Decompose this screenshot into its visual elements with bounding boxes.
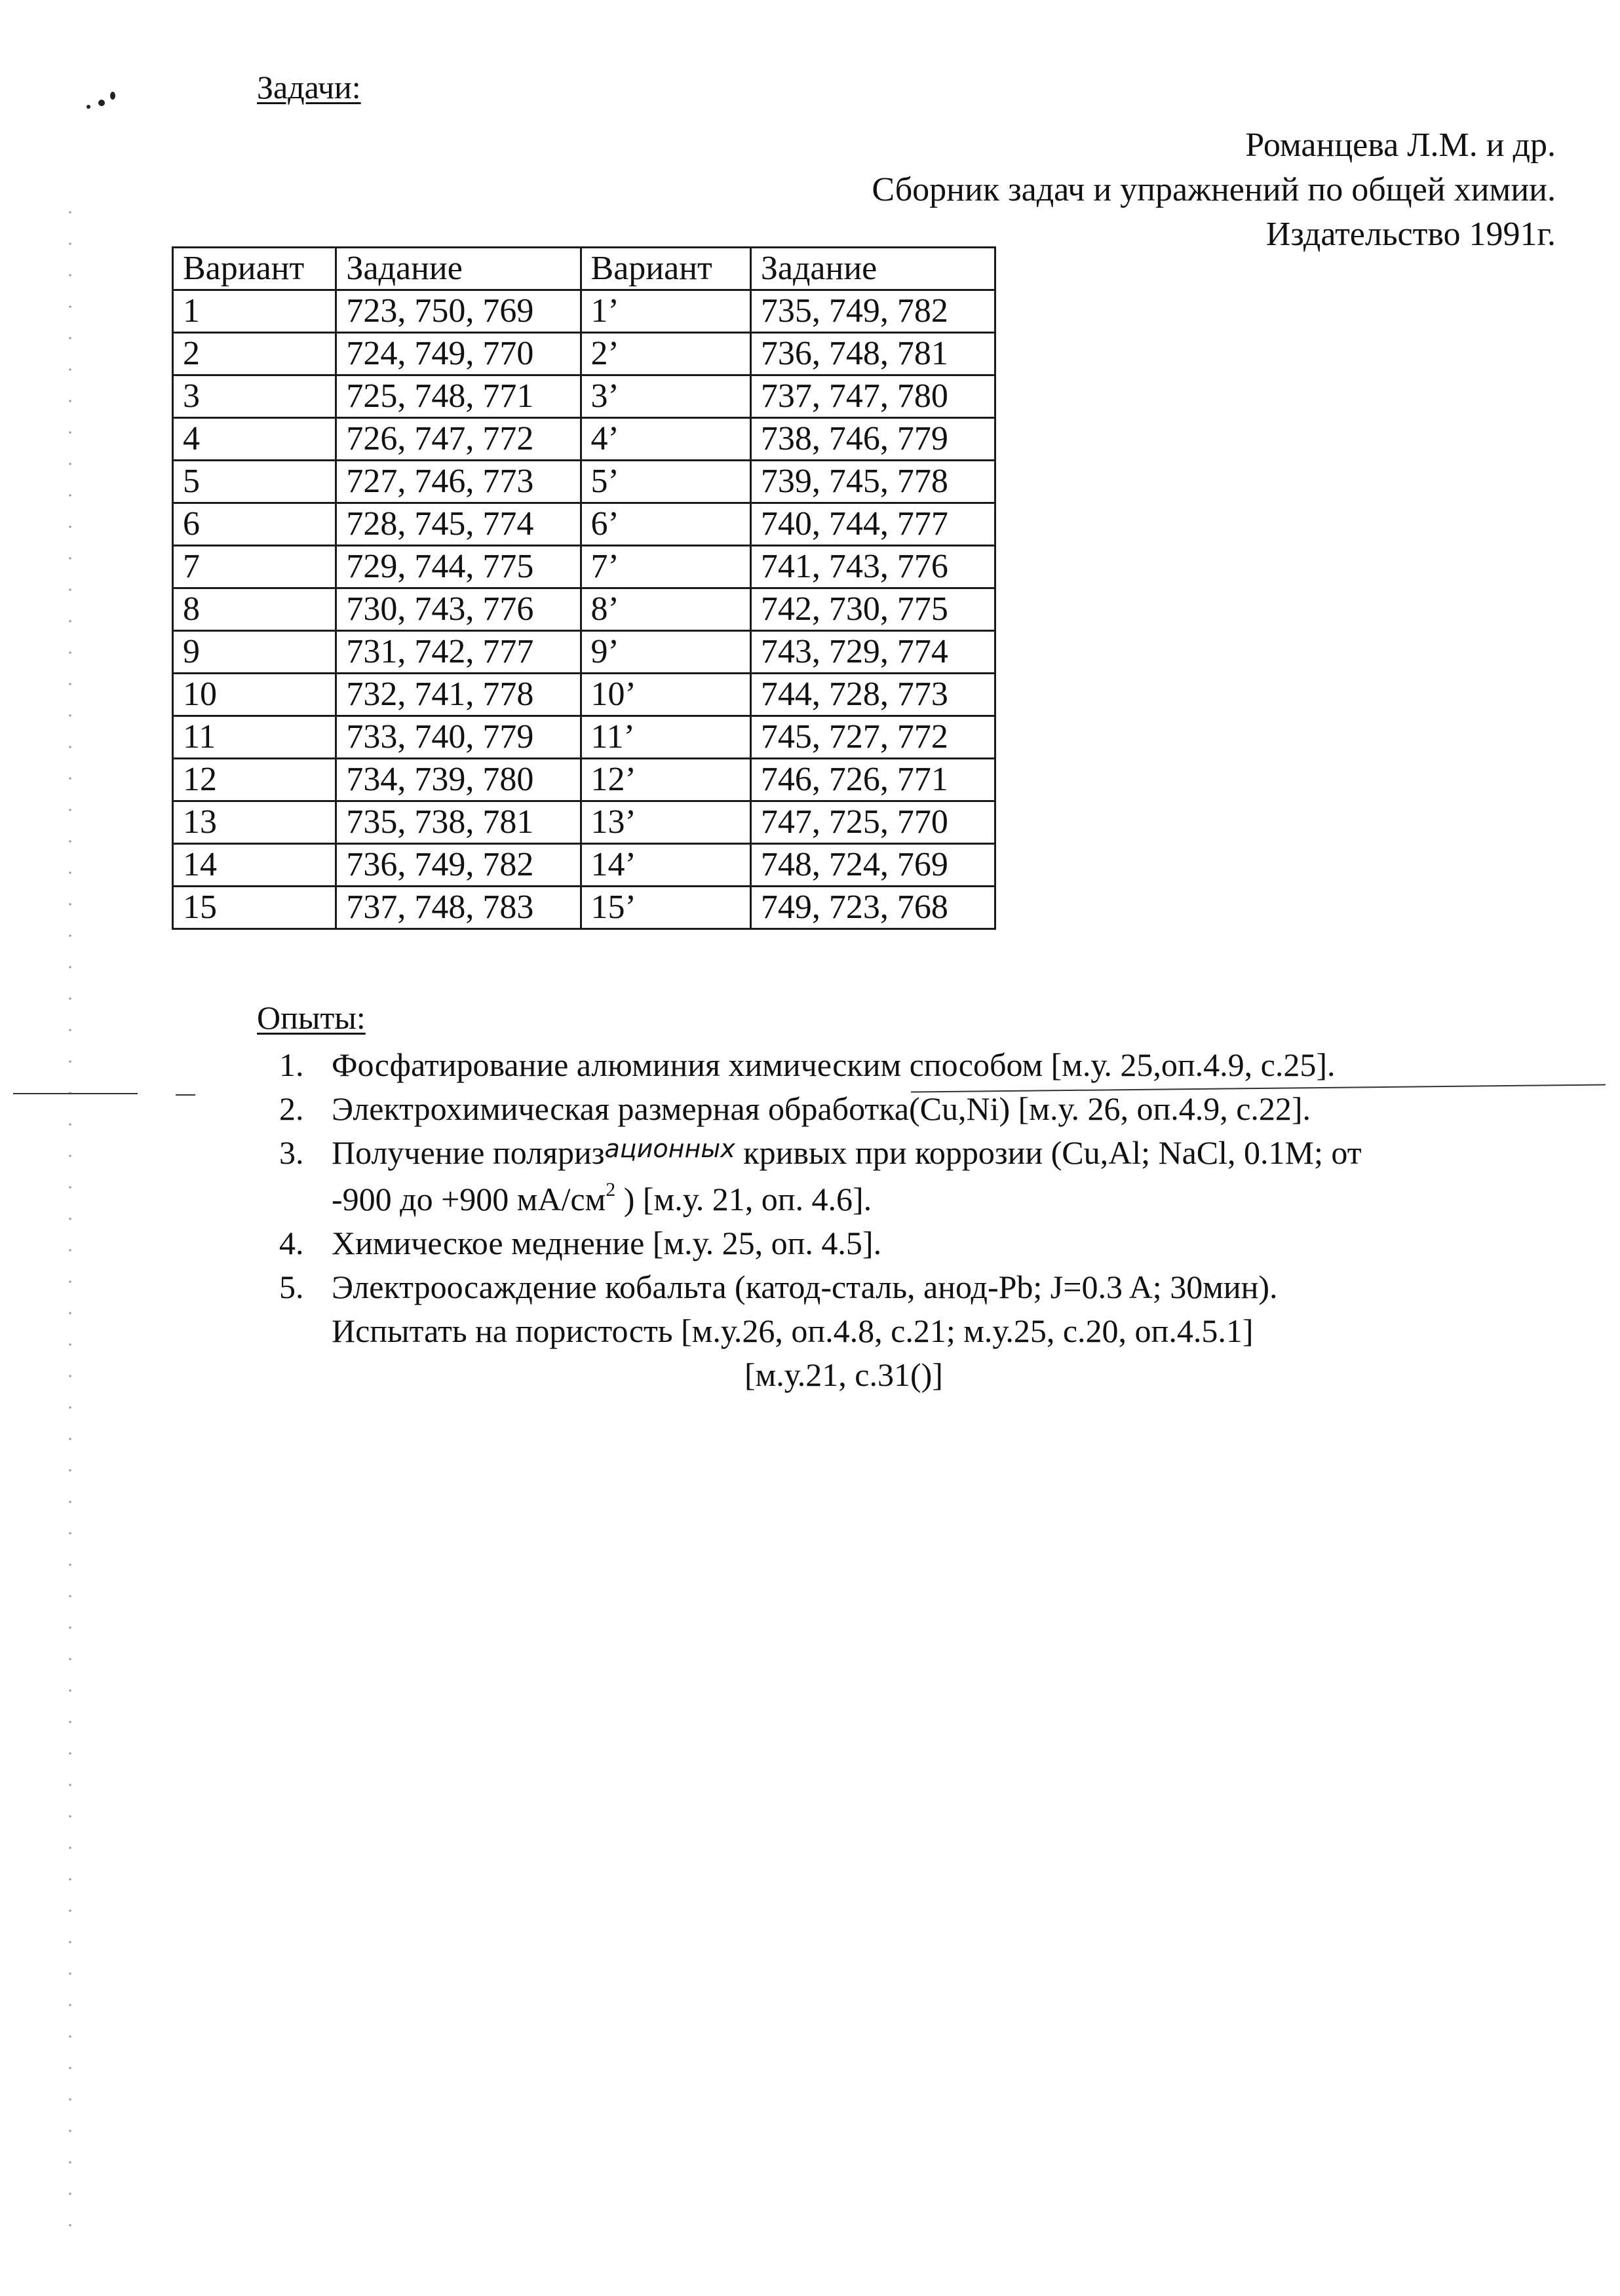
list-item xyxy=(0,1265,1577,1397)
scan-speck xyxy=(110,92,115,100)
list-item xyxy=(0,1043,1577,1087)
assignment-cell: 735, 749, 782 xyxy=(750,290,995,333)
item-number: 5. xyxy=(279,1269,304,1305)
item-text: Химическое меднение [м.у. 25, оп. 4.5]. xyxy=(332,1225,882,1261)
variant-cell: 15’ xyxy=(581,887,750,929)
variant-cell: 5 xyxy=(173,461,336,503)
list-item xyxy=(0,1221,1577,1265)
item-text-line xyxy=(332,1177,1577,1221)
table-row xyxy=(173,801,995,844)
experiments-heading: Опыты: xyxy=(257,999,366,1036)
variant-cell: 9 xyxy=(173,631,336,674)
assignment-cell: 748, 724, 769 xyxy=(750,844,995,887)
assignment-cell: 745, 727, 772 xyxy=(750,716,995,759)
table-row xyxy=(173,290,995,333)
table-row xyxy=(173,588,995,631)
item-text-line: Электроосаждение кобальта (катод-сталь, анод-Pb; J=0.3 A; 30мин). xyxy=(332,1269,1278,1305)
variants-table xyxy=(172,246,996,930)
assignment-cell: 728, 745, 774 xyxy=(336,503,581,546)
variant-cell: 14’ xyxy=(581,844,750,887)
variant-cell: 15 xyxy=(173,887,336,929)
variant-cell: 12 xyxy=(173,759,336,801)
variant-cell: 2’ xyxy=(581,333,750,375)
book-citation xyxy=(872,123,1556,257)
variant-cell: 8’ xyxy=(581,588,750,631)
variant-cell: 1 xyxy=(173,290,336,333)
variant-cell: 11’ xyxy=(581,716,750,759)
tasks-heading: Задачи: xyxy=(257,69,361,105)
variant-cell: 10’ xyxy=(581,674,750,716)
assignment-cell: 743, 729, 774 xyxy=(750,631,995,674)
variant-cell: 5’ xyxy=(581,461,750,503)
assignment-cell: 724, 749, 770 xyxy=(336,333,581,375)
item-text-part: Получение поляриз xyxy=(332,1134,605,1171)
assignment-cell: 744, 728, 773 xyxy=(750,674,995,716)
list-item xyxy=(0,1087,1577,1131)
table-row xyxy=(173,759,995,801)
variant-cell: 7 xyxy=(173,546,336,588)
list-item xyxy=(0,1131,1577,1221)
table-row xyxy=(173,631,995,674)
variant-cell: 6 xyxy=(173,503,336,546)
variant-cell: 4’ xyxy=(581,418,750,461)
item-text: Фосфатирование алюминия химическим способом [м.у. 25,оп.4.9, с.25]. xyxy=(332,1046,1336,1083)
table-row xyxy=(173,418,995,461)
assignment-cell: 741, 743, 776 xyxy=(750,546,995,588)
variant-cell: 2 xyxy=(173,333,336,375)
assignment-cell: 737, 748, 783 xyxy=(336,887,581,929)
assignment-cell: 736, 749, 782 xyxy=(336,844,581,887)
assignment-cell: 740, 744, 777 xyxy=(750,503,995,546)
variant-cell: 11 xyxy=(173,716,336,759)
table-row xyxy=(173,333,995,375)
table-row xyxy=(173,375,995,418)
column-header: Задание xyxy=(750,248,995,290)
item-text-line: Испытать на пористость [м.у.26, оп.4.8, с.21; м.у.25, с.20, оп.4.5.1] xyxy=(332,1312,1254,1349)
variant-cell: 3’ xyxy=(581,375,750,418)
table-row xyxy=(173,674,995,716)
item-text-part: кривых при коррозии (Cu,Al; NaCl, 0.1M; от xyxy=(735,1134,1362,1171)
table-row xyxy=(173,887,995,929)
assignment-cell: 725, 748, 771 xyxy=(336,375,581,418)
assignment-cell: 726, 747, 772 xyxy=(336,418,581,461)
variant-cell: 13’ xyxy=(581,801,750,844)
assignment-cell: 738, 746, 779 xyxy=(750,418,995,461)
table-row xyxy=(173,503,995,546)
variant-cell: 3 xyxy=(173,375,336,418)
variant-cell: 7’ xyxy=(581,546,750,588)
assignment-cell: 749, 723, 768 xyxy=(750,887,995,929)
citation-book-title: Сборник задач и упражнений по общей химии. xyxy=(872,171,1556,208)
variant-cell: 4 xyxy=(173,418,336,461)
item-text-part: -900 до +900 мА/см xyxy=(332,1181,606,1217)
variant-cell: 8 xyxy=(173,588,336,631)
assignment-cell: 733, 740, 779 xyxy=(336,716,581,759)
variant-cell: 1’ xyxy=(581,290,750,333)
variant-cell: 13 xyxy=(173,801,336,844)
column-header: Вариант xyxy=(581,248,750,290)
variant-cell: 14 xyxy=(173,844,336,887)
assignment-cell: 727, 746, 773 xyxy=(336,461,581,503)
item-text-part: ) [м.у. 21, оп. 4.6]. xyxy=(615,1181,872,1217)
column-header: Вариант xyxy=(173,248,336,290)
assignment-cell: 737, 747, 780 xyxy=(750,375,995,418)
citation-publisher: Издательство 1991г. xyxy=(1265,216,1556,253)
assignment-cell: 729, 744, 775 xyxy=(336,546,581,588)
item-number: 4. xyxy=(279,1225,304,1261)
scan-speck xyxy=(87,105,90,109)
assignment-cell: 732, 741, 778 xyxy=(336,674,581,716)
table-row xyxy=(173,546,995,588)
assignment-cell: 731, 742, 777 xyxy=(336,631,581,674)
item-text-line: [м.у.21, с.31()] xyxy=(744,1356,943,1393)
variant-cell: 9’ xyxy=(581,631,750,674)
column-header: Задание xyxy=(336,248,581,290)
variant-cell: 12’ xyxy=(581,759,750,801)
handwritten-insert: ационных xyxy=(604,1134,735,1163)
assignment-cell: 746, 726, 771 xyxy=(750,759,995,801)
assignment-cell: 747, 725, 770 xyxy=(750,801,995,844)
citation-authors: Романцева Л.М. и др. xyxy=(1245,126,1556,164)
assignment-cell: 735, 738, 781 xyxy=(336,801,581,844)
item-number: 1. xyxy=(279,1046,304,1083)
assignment-cell: 736, 748, 781 xyxy=(750,333,995,375)
superscript: 2 xyxy=(606,1179,616,1200)
table-row xyxy=(173,716,995,759)
table-header-row xyxy=(173,248,995,290)
assignment-cell: 723, 750, 769 xyxy=(336,290,581,333)
item-number: 2. xyxy=(279,1090,304,1127)
scan-speck xyxy=(98,100,105,106)
assignment-cell: 739, 745, 778 xyxy=(750,461,995,503)
item-number: 3. xyxy=(279,1134,304,1171)
assignment-cell: 730, 743, 776 xyxy=(336,588,581,631)
experiments-list xyxy=(0,1043,1577,1397)
item-text: Электрохимическая размерная обработка(Cu,Ni) [м.у. 26, оп.4.9, с.22]. xyxy=(332,1090,1311,1127)
assignment-cell: 742, 730, 775 xyxy=(750,588,995,631)
variant-cell: 10 xyxy=(173,674,336,716)
item-text-line xyxy=(332,1131,1577,1177)
table-row xyxy=(173,461,995,503)
table-row xyxy=(173,844,995,887)
assignment-cell: 734, 739, 780 xyxy=(336,759,581,801)
variant-cell: 6’ xyxy=(581,503,750,546)
